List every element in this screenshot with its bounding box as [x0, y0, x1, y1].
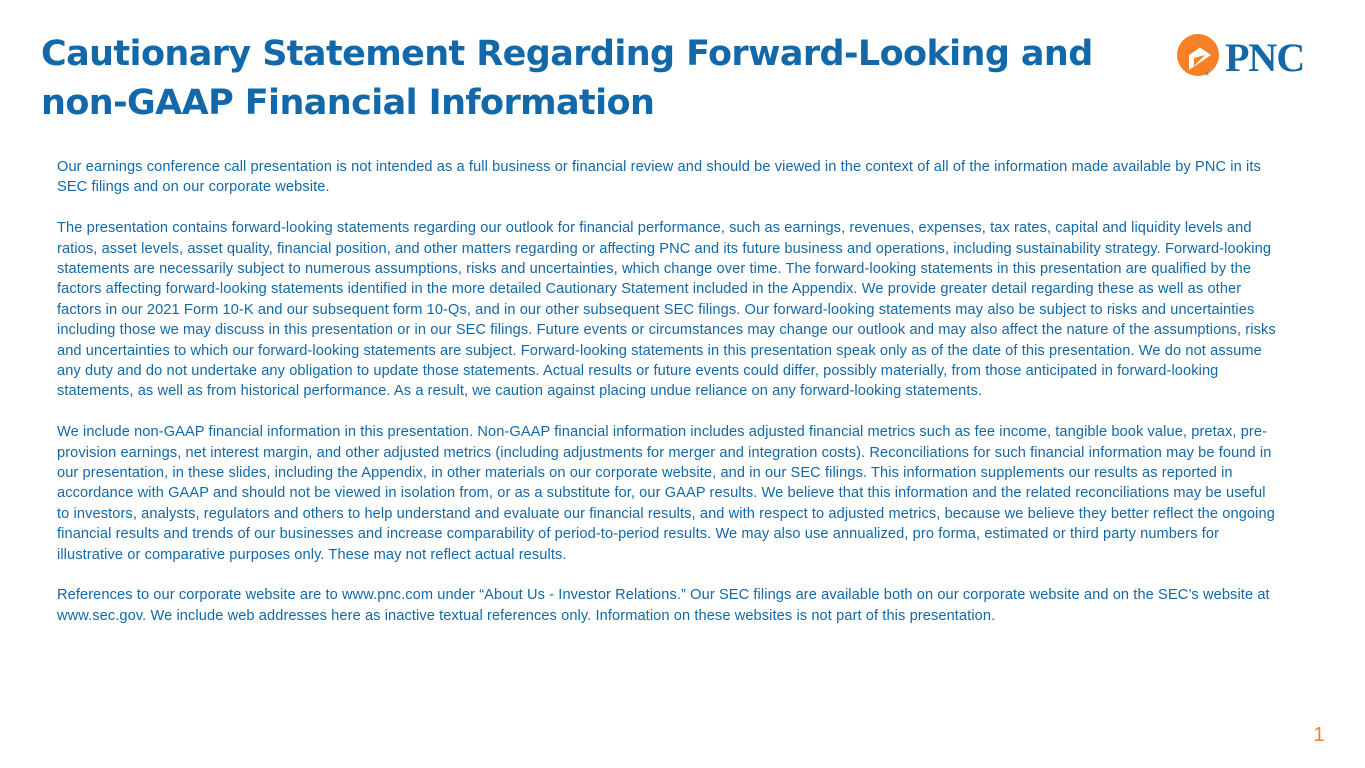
page-title-line-1: Cautionary Statement Regarding Forward-Looking and [41, 34, 1093, 74]
page-title [41, 30, 1121, 128]
paragraph-intro: Our earnings conference call presentation is not intended as a full business or financial review and should be viewed in the context of all of the information made available by PNC in its SEC filings and on our corporate website. [57, 159, 1261, 196]
logo-registered-mark: ® [1205, 72, 1210, 78]
disclaimer-body [57, 157, 1282, 647]
paragraph-forward-looking: The presentation contains forward-looking statements regarding our outlook for financial performance, such as earnings, revenues, expenses, tax rates, capital and liquidity levels and ratios, asset levels, asset quality, financial position, and other matters regarding or affecting PNC and its future business and operations, including sustainability strategy. Forward-looking statements are necessarily subject to numerous assumptions, risks and uncertainties, which change over time. The forward-looking statements in this presentation are qualified by the factors affecting forward-looking statements identified in the more detailed Cautionary Statement included in the Appendix. We provide greater detail regarding these as well as other factors in our 2021 Form 10-K and our subsequent form 10-Qs, and in our other subsequent SEC filings. Our forward-looking statements may also be subject to risks and uncertainties including those we may discuss in this presentation or in our SEC filings. Future events or circumstances may change our outlook and may also affect the nature of the assumptions, risks and uncertainties to which our forward-looking statements are subject. Forward-looking statements in this presentation speak only as of the date of this presentation. We do not assume any duty and do not undertake any obligation to update those statements. Actual results or future events could differ, possibly materially, from those anticipated in forward-looking statements, as well as from historical performance. As a result, we caution against placing undue reliance on any forward-looking statements. [57, 220, 1276, 400]
page-title-line-2: non-GAAP Financial Information [41, 83, 655, 123]
pnc-logo [1175, 32, 1335, 80]
pnc-triangle-logo-icon [1177, 34, 1219, 76]
page-number: 1 [1313, 724, 1325, 746]
paragraph-non-gaap: We include non-GAAP financial information in this presentation. Non-GAAP financial information includes adjusted financial metrics such as fee income, tangible book value, pretax, pre-provision earnings, net interest margin, and other adjusted metrics (including adjustments for merger and integration costs). Reconciliations for such financial information may be found in our presentation, in these slides, including the Appendix, in other materials on our corporate website, and in our SEC filings. This information supplements our results as reported in accordance with GAAP and should not be viewed in isolation from, or as a substitute for, our GAAP results. We believe that this information and the related reconciliations may be useful to investors, analysts, regulators and others to help understand and evaluate our financial results, and with respect to adjusted metrics, because we believe they better reflect the ongoing financial results and trends of our businesses and increase comparability of period-to-period results. We may also use annualized, pro forma, estimated or third party numbers for illustrative or comparative purposes only. These may not reflect actual results. [57, 424, 1275, 563]
logo-wordmark: PNC [1225, 35, 1305, 80]
pnc-logo-graphic [1175, 32, 1335, 80]
paragraph-references: References to our corporate website are to www.pnc.com under “About Us - Investor Relations.” Our SEC filings are available both on our corporate website and on the SEC’s website at www.sec.gov. We include web addresses here as inactive textual references only. Information on these websites is not part of this presentation. [57, 587, 1270, 624]
